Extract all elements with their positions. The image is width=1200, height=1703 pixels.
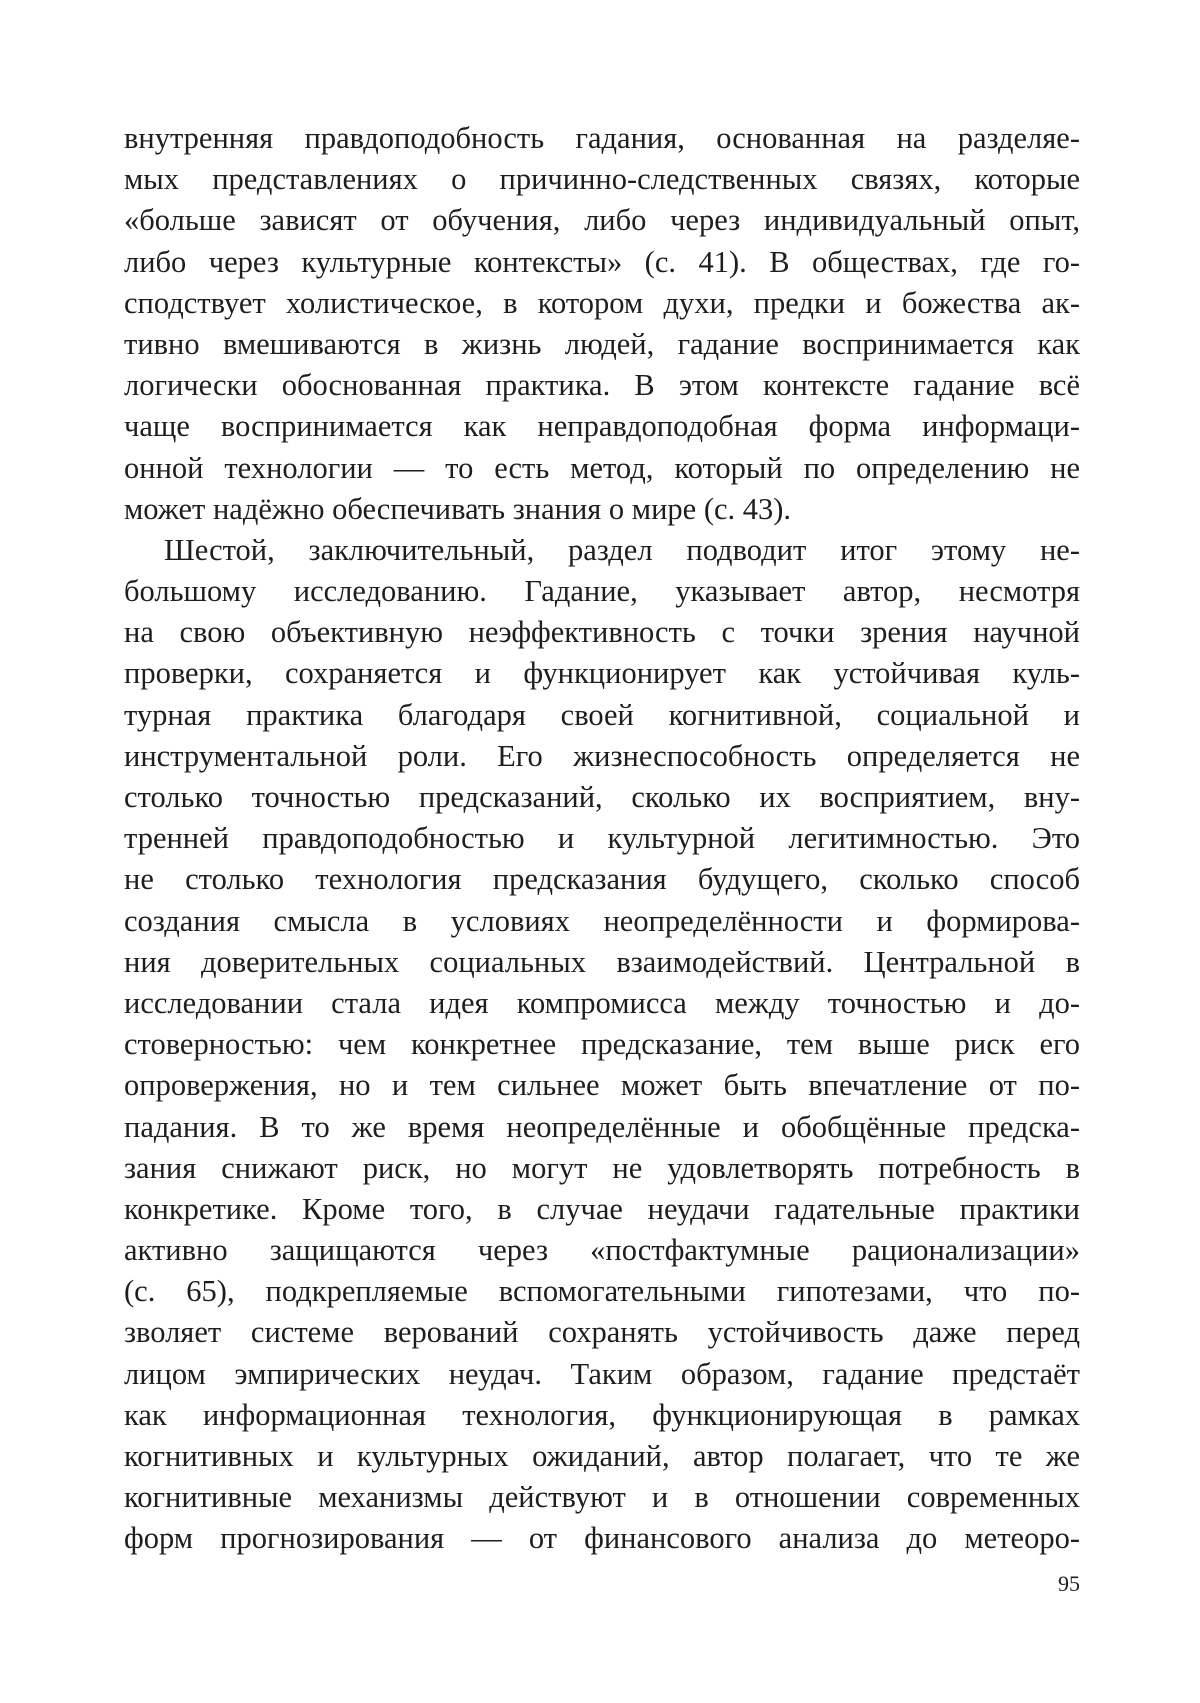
text-line: мых представлениях о причинно-следственных связях, которые — [124, 159, 1080, 200]
text-line: онной технологии — то есть метод, который по определению не — [124, 448, 1080, 489]
book-page — [0, 0, 1200, 1703]
text-line: когнитивные механизмы действуют и в отношении современных — [124, 1477, 1080, 1518]
text-line: чаще воспринимается как неправдоподобная форма информаци- — [124, 406, 1080, 447]
text-line: исследовании стала идея компромисса между точностью и до- — [124, 983, 1080, 1024]
text-line: падания. В то же время неопределённые и обобщённые предска- — [124, 1107, 1080, 1148]
text-line: на свою объективную неэффективность с точки зрения научной — [124, 612, 1080, 653]
text-line: турная практика благодаря своей когнитивной, социальной и — [124, 695, 1080, 736]
text-line: столько точностью предсказаний, сколько их восприятием, вну- — [124, 777, 1080, 818]
text-line: стоверностью: чем конкретнее предсказание, тем выше риск его — [124, 1024, 1080, 1065]
text-line: форм прогнозирования — от финансового анализа до метеоро- — [124, 1518, 1080, 1559]
text-line: (с. 65), подкрепляемые вспомогательными гипотезами, что по- — [124, 1271, 1080, 1312]
text-line: внутренняя правдоподобность гадания, основанная на разделяе- — [124, 118, 1080, 159]
text-line: активно защищаются через «постфактумные рационализации» — [124, 1230, 1080, 1271]
text-line: тренней правдоподобностью и культурной легитимностью. Это — [124, 818, 1080, 859]
text-line: может надёжно обеспечивать знания о мире (с. 43). — [124, 489, 1080, 530]
paragraph-conclusion — [124, 530, 1080, 1560]
text-line: не столько технология предсказания будущего, сколько способ — [124, 859, 1080, 900]
text-line: Шестой, заключительный, раздел подводит итог этому не- — [124, 530, 1080, 571]
text-line: проверки, сохраняется и функционирует как устойчивая куль- — [124, 653, 1080, 694]
body-text — [124, 118, 1080, 1560]
text-line: опровержения, но и тем сильнее может быть впечатление от по- — [124, 1065, 1080, 1106]
paragraph-continued — [124, 118, 1080, 530]
page-number: 95 — [1040, 1570, 1080, 1598]
text-line: зания снижают риск, но могут не удовлетворять потребность в — [124, 1148, 1080, 1189]
text-line: тивно вмешиваются в жизнь людей, гадание воспринимается как — [124, 324, 1080, 365]
text-line: лицом эмпирических неудач. Таким образом, гадание предстаёт — [124, 1354, 1080, 1395]
text-line: ния доверительных социальных взаимодействий. Центральной в — [124, 942, 1080, 983]
text-line: либо через культурные контексты» (с. 41). В обществах, где го- — [124, 242, 1080, 283]
text-line: конкретике. Кроме того, в случае неудачи гадательные практики — [124, 1189, 1080, 1230]
text-line: как информационная технология, функционирующая в рамках — [124, 1395, 1080, 1436]
text-line: большому исследованию. Гадание, указывает автор, несмотря — [124, 571, 1080, 612]
text-line: сподствует холистическое, в котором духи, предки и божества ак- — [124, 283, 1080, 324]
text-line: создания смысла в условиях неопределённости и формирова- — [124, 901, 1080, 942]
text-line: «больше зависят от обучения, либо через индивидуальный опыт, — [124, 200, 1080, 241]
text-line: когнитивных и культурных ожиданий, автор полагает, что те же — [124, 1436, 1080, 1477]
text-line: зволяет системе верований сохранять устойчивость даже перед — [124, 1312, 1080, 1353]
text-line: логически обоснованная практика. В этом контексте гадание всё — [124, 365, 1080, 406]
text-line: инструментальной роли. Его жизнеспособность определяется не — [124, 736, 1080, 777]
